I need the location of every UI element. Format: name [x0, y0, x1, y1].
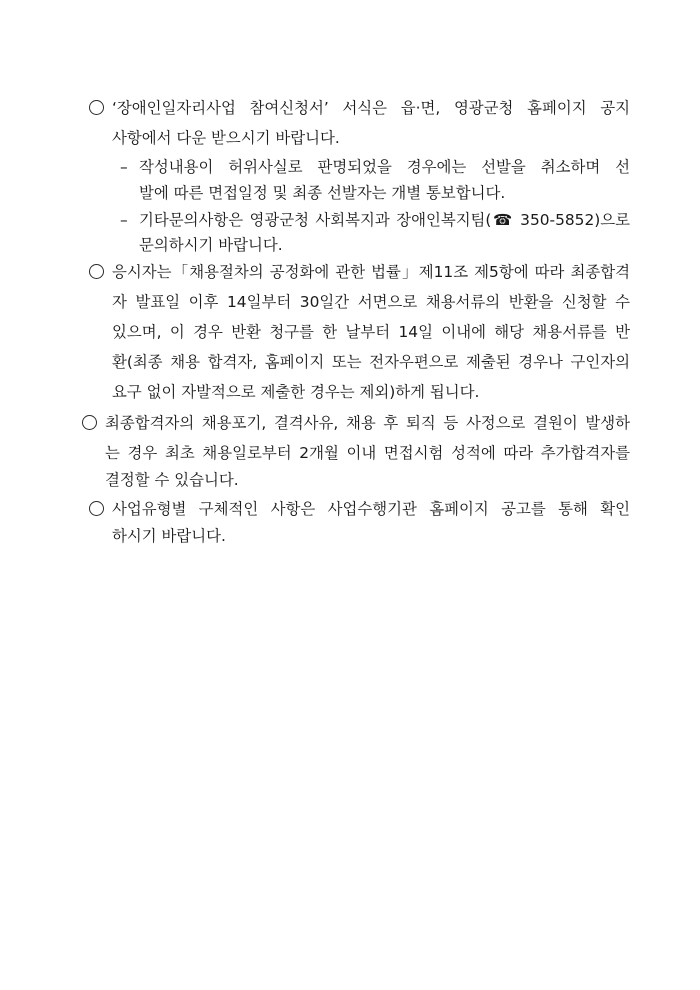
item-text-line: 최종합격자의 채용포기, 결격사유, 채용 후 퇴직 등 사정으로 결원이 발생하	[105, 414, 630, 432]
item-text-line: 결정할 수 있습니다.	[105, 471, 239, 489]
item-text-line: 는 경우 최초 채용일로부터 2개월 이내 면접시험 성적에 따라 추가합격자를	[105, 444, 630, 462]
circle-bullet-icon	[89, 264, 104, 279]
circle-bullet-icon	[82, 415, 97, 430]
item-text-line: 응시자는「채용절차의 공정화에 관한 법률」제11조 제5항에 따라 최종합격	[112, 263, 630, 281]
item-text-line: ‘장애인일자리사업 참여신청서’ 서식은 읍·면, 영광군청 홈페이지 공지	[112, 99, 630, 117]
subitem-text-line: 기타문의사항은 영광군청 사회복지과 장애인복지팀(☎ 350-5852)으로	[139, 211, 630, 229]
item-text-line: 자 발표일 이후 14일부터 30일간 서면으로 채용서류의 반환을 신청할 수	[112, 293, 630, 311]
subitem-text-line: 문의하시기 바랍니다.	[139, 236, 283, 254]
circle-bullet-icon	[89, 100, 104, 115]
item-text-line: 있으며, 이 경우 반환 청구를 한 날부터 14일 이내에 해당 채용서류를 반	[112, 323, 630, 341]
subitem-text-line: 작성내용이 허위사실로 판명되었을 경우에는 선발을 취소하며 선	[139, 158, 630, 176]
circle-bullet-icon	[89, 501, 104, 516]
item-text-line: 환(최종 채용 합격자, 홈페이지 또는 전자우편으로 제출된 경우나 구인자의	[112, 353, 630, 371]
item-text-line: 하시기 바랍니다.	[112, 527, 226, 545]
subitem-text-line: 발에 따른 면접일정 및 최종 선발자는 개별 통보합니다.	[139, 184, 506, 202]
item-text-line: 요구 없이 자발적으로 제출한 경우는 제외)하게 됩니다.	[112, 383, 480, 401]
item-text-line: 사항에서 다운 받으시기 바랍니다.	[112, 129, 340, 147]
dash-bullet: –	[120, 211, 128, 229]
item-text-line: 사업유형별 구체적인 사항은 사업수행기관 홈페이지 공고를 통해 확인	[112, 500, 630, 518]
dash-bullet: –	[120, 158, 128, 176]
